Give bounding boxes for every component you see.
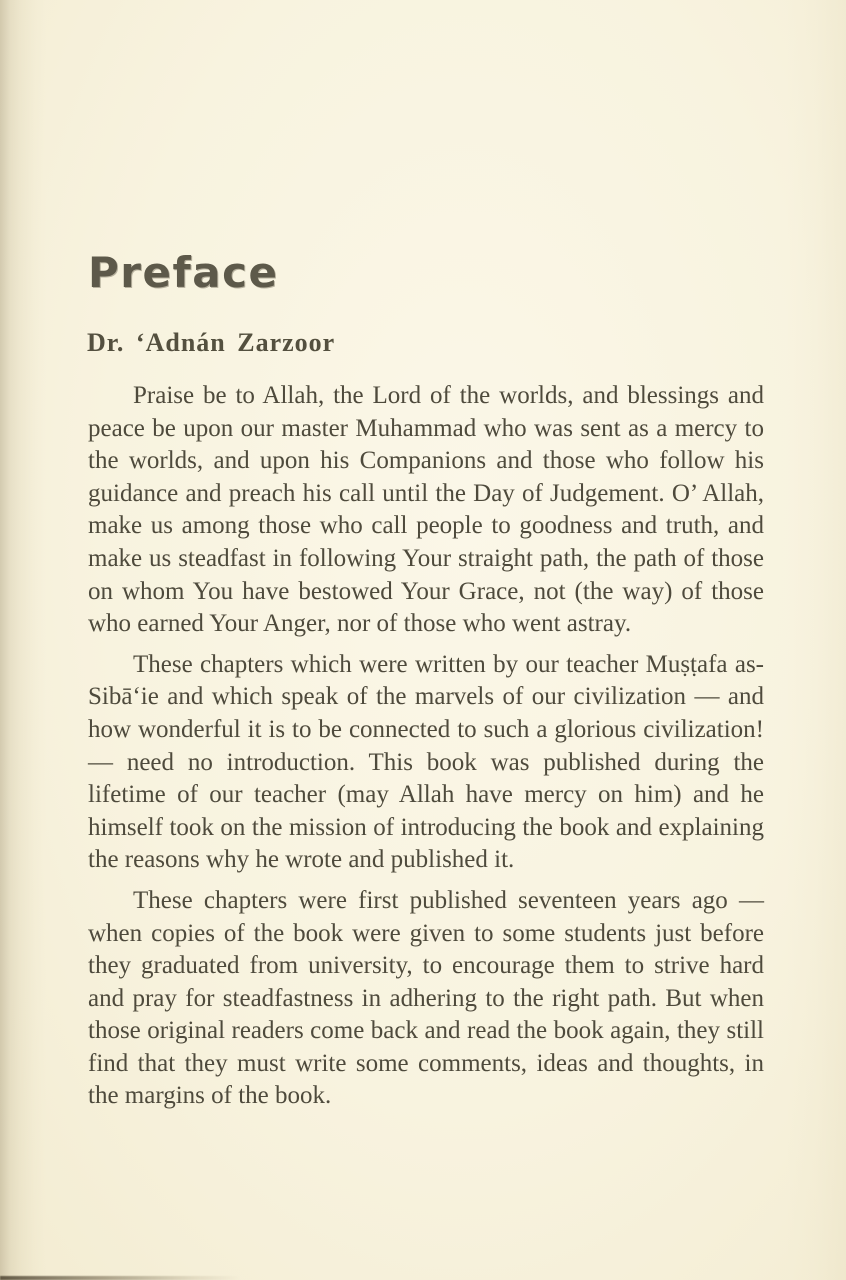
paragraph: These chapters which were written by our teacher Muṣṭafa as-Sibā‘ie and which speak of the marvels of our civilization — and how wonderful it is to be connected to such a glorious civilization! — need no introduction. This book was published during the lifetime of our teacher (may Allah have mercy on him) and he himself took on the mission of introducing the book and explaining the reasons why he wrote and published it. bbox=[88, 650, 764, 874]
paragraph: Praise be to Allah, the Lord of the worlds, and blessings and peace be upon our master Muhammad who was sent as a mercy to the worlds, and upon his Companions and those who follow his guidance and preach his call until the Day of Judgement. O’ Allah, make us among those who call people to goodness and truth, and make us steadfast in following Your straight path, the path of those on whom You have bestowed Your Grace, not (the way) of those who earned Your Anger, nor of those who went astray. bbox=[88, 382, 764, 638]
page-title: Preface bbox=[88, 248, 279, 298]
paragraph: These chapters were first published seventeen years ago — when copies of the book were given to some students just before they graduated from university, to encourage them to strive hard and pray for steadfastness in adhering to the right path. But when those original readers come back and read the book again, they still find that they must write some comments, ideas and thoughts, in the margins of the book. bbox=[88, 886, 764, 1110]
scan-bottom-edge bbox=[0, 1276, 240, 1280]
preface-body bbox=[88, 380, 764, 1121]
paper-texture bbox=[786, 0, 846, 1280]
page-gutter-shadow bbox=[0, 0, 46, 1280]
author-byline: Dr. ‘Adnán Zarzoor bbox=[87, 328, 336, 357]
